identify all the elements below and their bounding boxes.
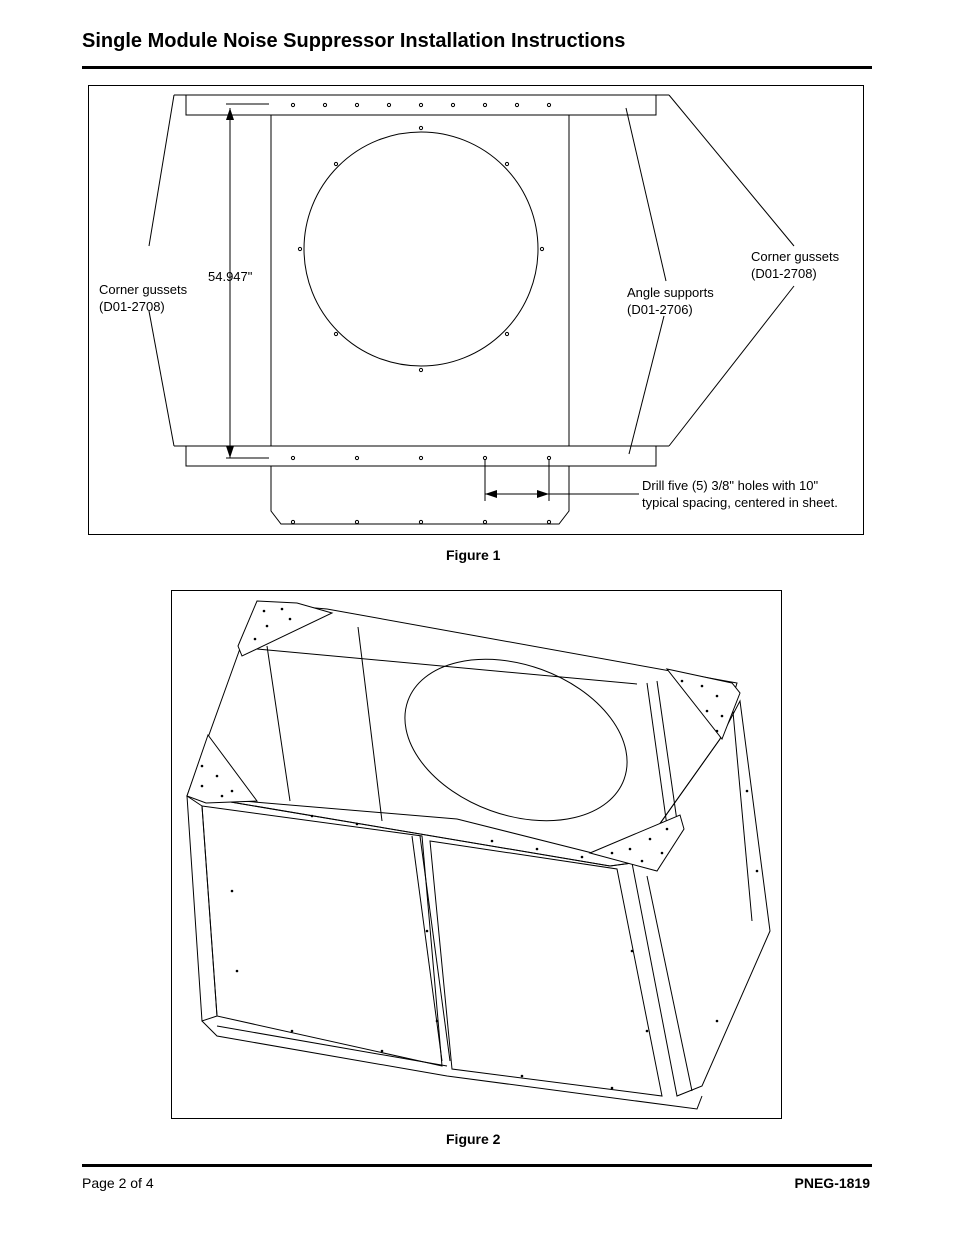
document-id: PNEG-1819 <box>794 1175 870 1191</box>
figure-2-svg <box>172 591 783 1120</box>
corner-gussets-left-part: (D01-2708) <box>99 299 165 314</box>
figure-2-drawing <box>171 590 782 1119</box>
gusset-front-right <box>590 815 684 871</box>
gusset-back-right <box>667 669 740 739</box>
figure-1-drawing <box>88 85 864 535</box>
corner-gussets-right-part: (D01-2708) <box>751 266 817 281</box>
footer-rule <box>82 1164 872 1167</box>
drill-note-line-1: Drill five (5) 3/8" holes with 10" <box>642 478 819 493</box>
page-number: Page 2 of 4 <box>82 1175 154 1191</box>
figure-1-caption: Figure 1 <box>446 547 501 563</box>
figure-2-caption: Figure 2 <box>446 1131 501 1147</box>
fan-opening-circle <box>304 132 538 366</box>
angle-supports-label: Angle supports <box>627 285 714 300</box>
corner-gussets-right-label: Corner gussets <box>751 249 840 264</box>
corner-gussets-left-label: Corner gussets <box>99 282 188 297</box>
gusset-back-left <box>238 601 332 656</box>
figure-1-svg <box>89 86 865 536</box>
header-rule <box>82 66 872 69</box>
fan-opening-ellipse <box>382 630 649 850</box>
page-title: Single Module Noise Suppressor Installation Instructions <box>82 30 626 52</box>
gusset-front-left <box>187 735 257 803</box>
dimension-label: 54.947" <box>208 269 253 284</box>
drill-note-line-2: typical spacing, centered in sheet. <box>642 495 838 510</box>
angle-supports-part: (D01-2706) <box>627 302 693 317</box>
